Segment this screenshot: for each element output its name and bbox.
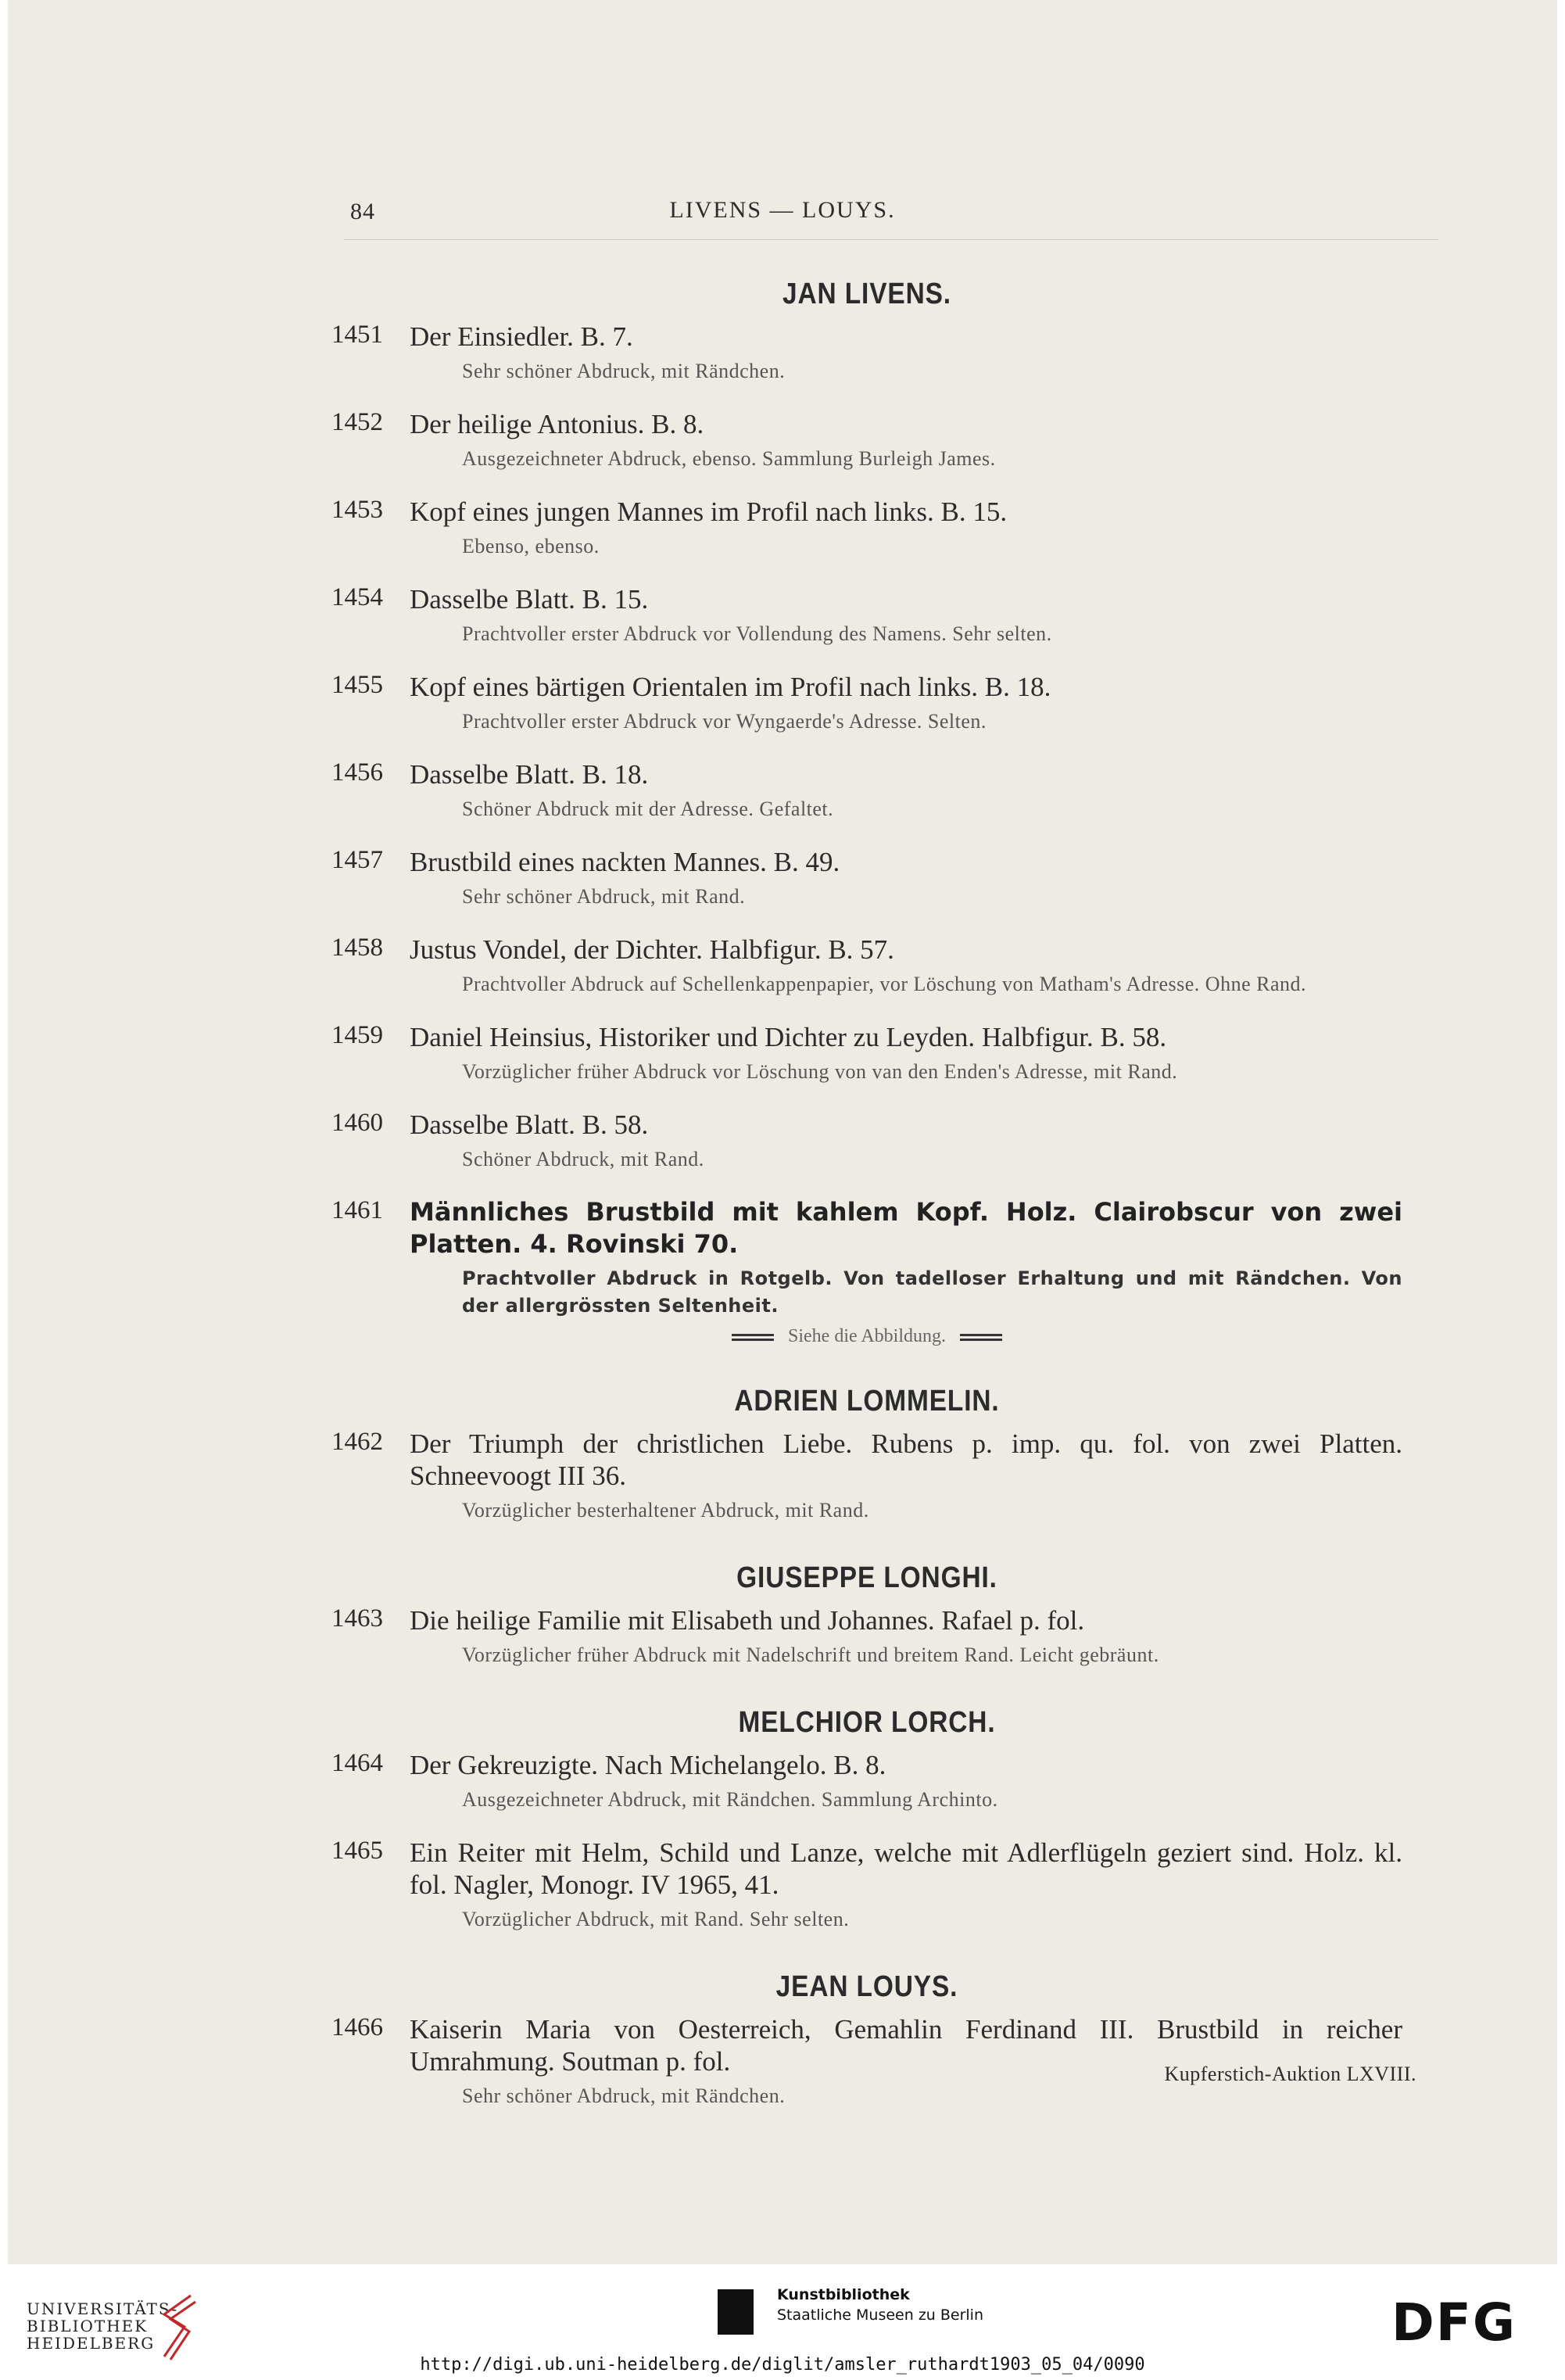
- lot-number: 1463: [331, 1604, 383, 1633]
- page-number: 84: [350, 199, 375, 224]
- lot-title: Der Einsiedler. B. 7.: [410, 321, 633, 352]
- footnote: Kupferstich-Auktion LXVIII.: [1164, 2063, 1416, 2085]
- lot-number: 1454: [331, 583, 383, 611]
- lot-description: Prachtvoller Abdruck auf Schellenkappenpapier, vor Löschung von Matham's Adresse. Ohne Rand.: [462, 973, 1306, 995]
- heidelberg-logo-icon: [153, 2291, 200, 2361]
- lot-number: 1460: [331, 1109, 383, 1137]
- lot-description: Sehr schöner Abdruck, mit Rand.: [462, 885, 746, 908]
- lot-title: Daniel Heinsius, Historiker und Dichter zu Leyden. Halbfigur. B. 58.: [410, 1022, 1167, 1052]
- lot-description: Ebenso, ebenso.: [462, 535, 600, 557]
- kb-sub: Staatliche Museen zu Berlin: [777, 2307, 984, 2324]
- uni-line: BIBLIOTHEK: [27, 2317, 149, 2335]
- lot-description: Sehr schöner Abdruck, mit Rändchen.: [462, 2084, 786, 2107]
- uni-line: HEIDELBERG: [27, 2334, 156, 2353]
- artist-heading: MELCHIOR LORCH.: [738, 1706, 996, 1739]
- kunstbibliothek-logo-icon: [718, 2289, 754, 2335]
- catalog-content: [331, 278, 1402, 2133]
- kb-name: Kunstbibliothek: [777, 2286, 910, 2303]
- lot-title: Kopf eines jungen Mannes im Profil nach links. B. 15.: [410, 496, 1008, 527]
- lot-description: Schöner Abdruck mit der Adresse. Gefaltet.: [462, 798, 834, 820]
- catalog-entry: [331, 1749, 1402, 1813]
- lot-number: 1458: [331, 934, 383, 962]
- lot-title: Der Gekreuzigte. Nach Michelangelo. B. 8.: [410, 1750, 886, 1780]
- lot-number: 1466: [331, 2013, 383, 2041]
- illustration-note: [331, 1326, 1402, 1347]
- artist-heading: ADRIEN LOMMELIN.: [734, 1385, 1000, 1418]
- lot-number: 1451: [331, 321, 383, 349]
- catalog-entry: [331, 321, 1402, 385]
- lot-description: Vorzüglicher Abdruck, mit Rand. Sehr selten.: [462, 1908, 850, 1930]
- running-title: LIVENS — LOUYS.: [669, 197, 896, 223]
- catalog-entry: [331, 1021, 1402, 1085]
- catalog-entry: [331, 1109, 1402, 1173]
- lot-number: 1465: [331, 1837, 383, 1865]
- permalink-url[interactable]: http://digi.ub.uni-heidelberg.de/diglit/amsler_ruthardt1903_05_04/0090: [420, 2355, 1145, 2375]
- artist-heading: JEAN LOUYS.: [775, 1970, 958, 2003]
- lot-title: Ein Reiter mit Helm, Schild und Lanze, welche mit Adlerflügeln geziert sind. Holz. kl. fol. Nagler, Monogr. IV 1965, 41.: [410, 1837, 1402, 1900]
- lot-number: 1452: [331, 408, 383, 436]
- lot-description: Vorzüglicher früher Abdruck mit Nadelschrift und breitem Rand. Leicht gebräunt.: [462, 1643, 1159, 1666]
- double-rule: [732, 1334, 774, 1341]
- catalog-entry: [331, 846, 1402, 910]
- double-rule: [960, 1334, 1002, 1341]
- catalog-entry: [331, 408, 1402, 472]
- catalog-entry: [331, 1428, 1402, 1524]
- note-text: Siehe die Abbildung.: [788, 1326, 946, 1346]
- lot-description: Vorzüglicher besterhaltener Abdruck, mit Rand.: [462, 1499, 869, 1522]
- lot-description: Ausgezeichneter Abdruck, ebenso. Sammlung Burleigh James.: [462, 447, 996, 470]
- catalog-entry: [331, 496, 1402, 560]
- lot-title: Männliches Brustbild mit kahlem Kopf. Holz. Clairobscur von zwei Platten. 4. Rovinski 70.: [410, 1197, 1402, 1259]
- catalog-entry: [331, 1196, 1402, 1347]
- lot-number: 1462: [331, 1428, 383, 1456]
- kunstbibliothek-logo[interactable]: [777, 2285, 983, 2325]
- lot-description: Ausgezeichneter Abdruck, mit Rändchen. Sammlung Archinto.: [462, 1788, 998, 1811]
- header-rule: [344, 239, 1438, 240]
- lot-description: Schöner Abdruck, mit Rand.: [462, 1148, 704, 1170]
- lot-title: Dasselbe Blatt. B. 58.: [410, 1109, 649, 1140]
- catalog-entry: [331, 671, 1402, 735]
- lot-title: Kopf eines bärtigen Orientalen im Profil nach links. B. 18.: [410, 672, 1051, 702]
- lot-number: 1455: [331, 671, 383, 699]
- lot-title: Der heilige Antonius. B. 8.: [410, 409, 704, 439]
- lot-title: Dasselbe Blatt. B. 18.: [410, 759, 649, 790]
- lot-title: Dasselbe Blatt. B. 15.: [410, 584, 649, 615]
- lot-title: Justus Vondel, der Dichter. Halbfigur. B. 57.: [410, 934, 894, 965]
- lot-title: Brustbild eines nackten Mannes. B. 49.: [410, 847, 840, 877]
- lot-number: 1457: [331, 846, 383, 874]
- artist-heading: JAN LIVENS.: [782, 278, 951, 310]
- lot-title: Der Triumph der christlichen Liebe. Rubens p. imp. qu. fol. von zwei Platten. Schneevoogt III 36.: [410, 1428, 1402, 1491]
- catalog-entry: [331, 934, 1402, 998]
- lot-description: Prachtvoller erster Abdruck vor Wyngaerde's Adresse. Selten.: [462, 710, 987, 733]
- lot-number: 1453: [331, 496, 383, 524]
- uni-line: UNIVERSITÄTS-: [27, 2299, 179, 2318]
- lot-title: Die heilige Familie mit Elisabeth und Johannes. Rafael p. fol.: [410, 1605, 1085, 1636]
- catalog-entry: [331, 1837, 1402, 1933]
- lot-description: Sehr schöner Abdruck, mit Rändchen.: [462, 360, 786, 382]
- catalog-entry: [331, 1604, 1402, 1669]
- catalog-entry: [331, 2013, 1402, 2109]
- lot-number: 1464: [331, 1749, 383, 1777]
- lot-description: Vorzüglicher früher Abdruck vor Löschung von van den Enden's Adresse, mit Rand.: [462, 1060, 1178, 1083]
- catalog-entry: [331, 583, 1402, 647]
- lot-title: Kaiserin Maria von Oesterreich, Gemahlin Ferdinand III. Brustbild in reicher Umrahmung. Soutman p. fol.: [410, 2014, 1402, 2077]
- lot-description: Prachtvoller Abdruck in Rotgelb. Von tadelloser Erhaltung und mit Rändchen. Von der allergrössten Seltenheit.: [462, 1267, 1402, 1317]
- catalog-entry: [331, 758, 1402, 823]
- dfg-logo[interactable]: DFG: [1391, 2292, 1517, 2353]
- lot-number: 1461: [331, 1196, 383, 1224]
- scanned-page: [8, 0, 1557, 2264]
- lot-number: 1459: [331, 1021, 383, 1049]
- artist-heading: GIUSEPPE LONGHI.: [736, 1561, 997, 1594]
- lot-number: 1456: [331, 758, 383, 787]
- lot-description: Prachtvoller erster Abdruck vor Vollendung des Namens. Sehr selten.: [462, 622, 1052, 645]
